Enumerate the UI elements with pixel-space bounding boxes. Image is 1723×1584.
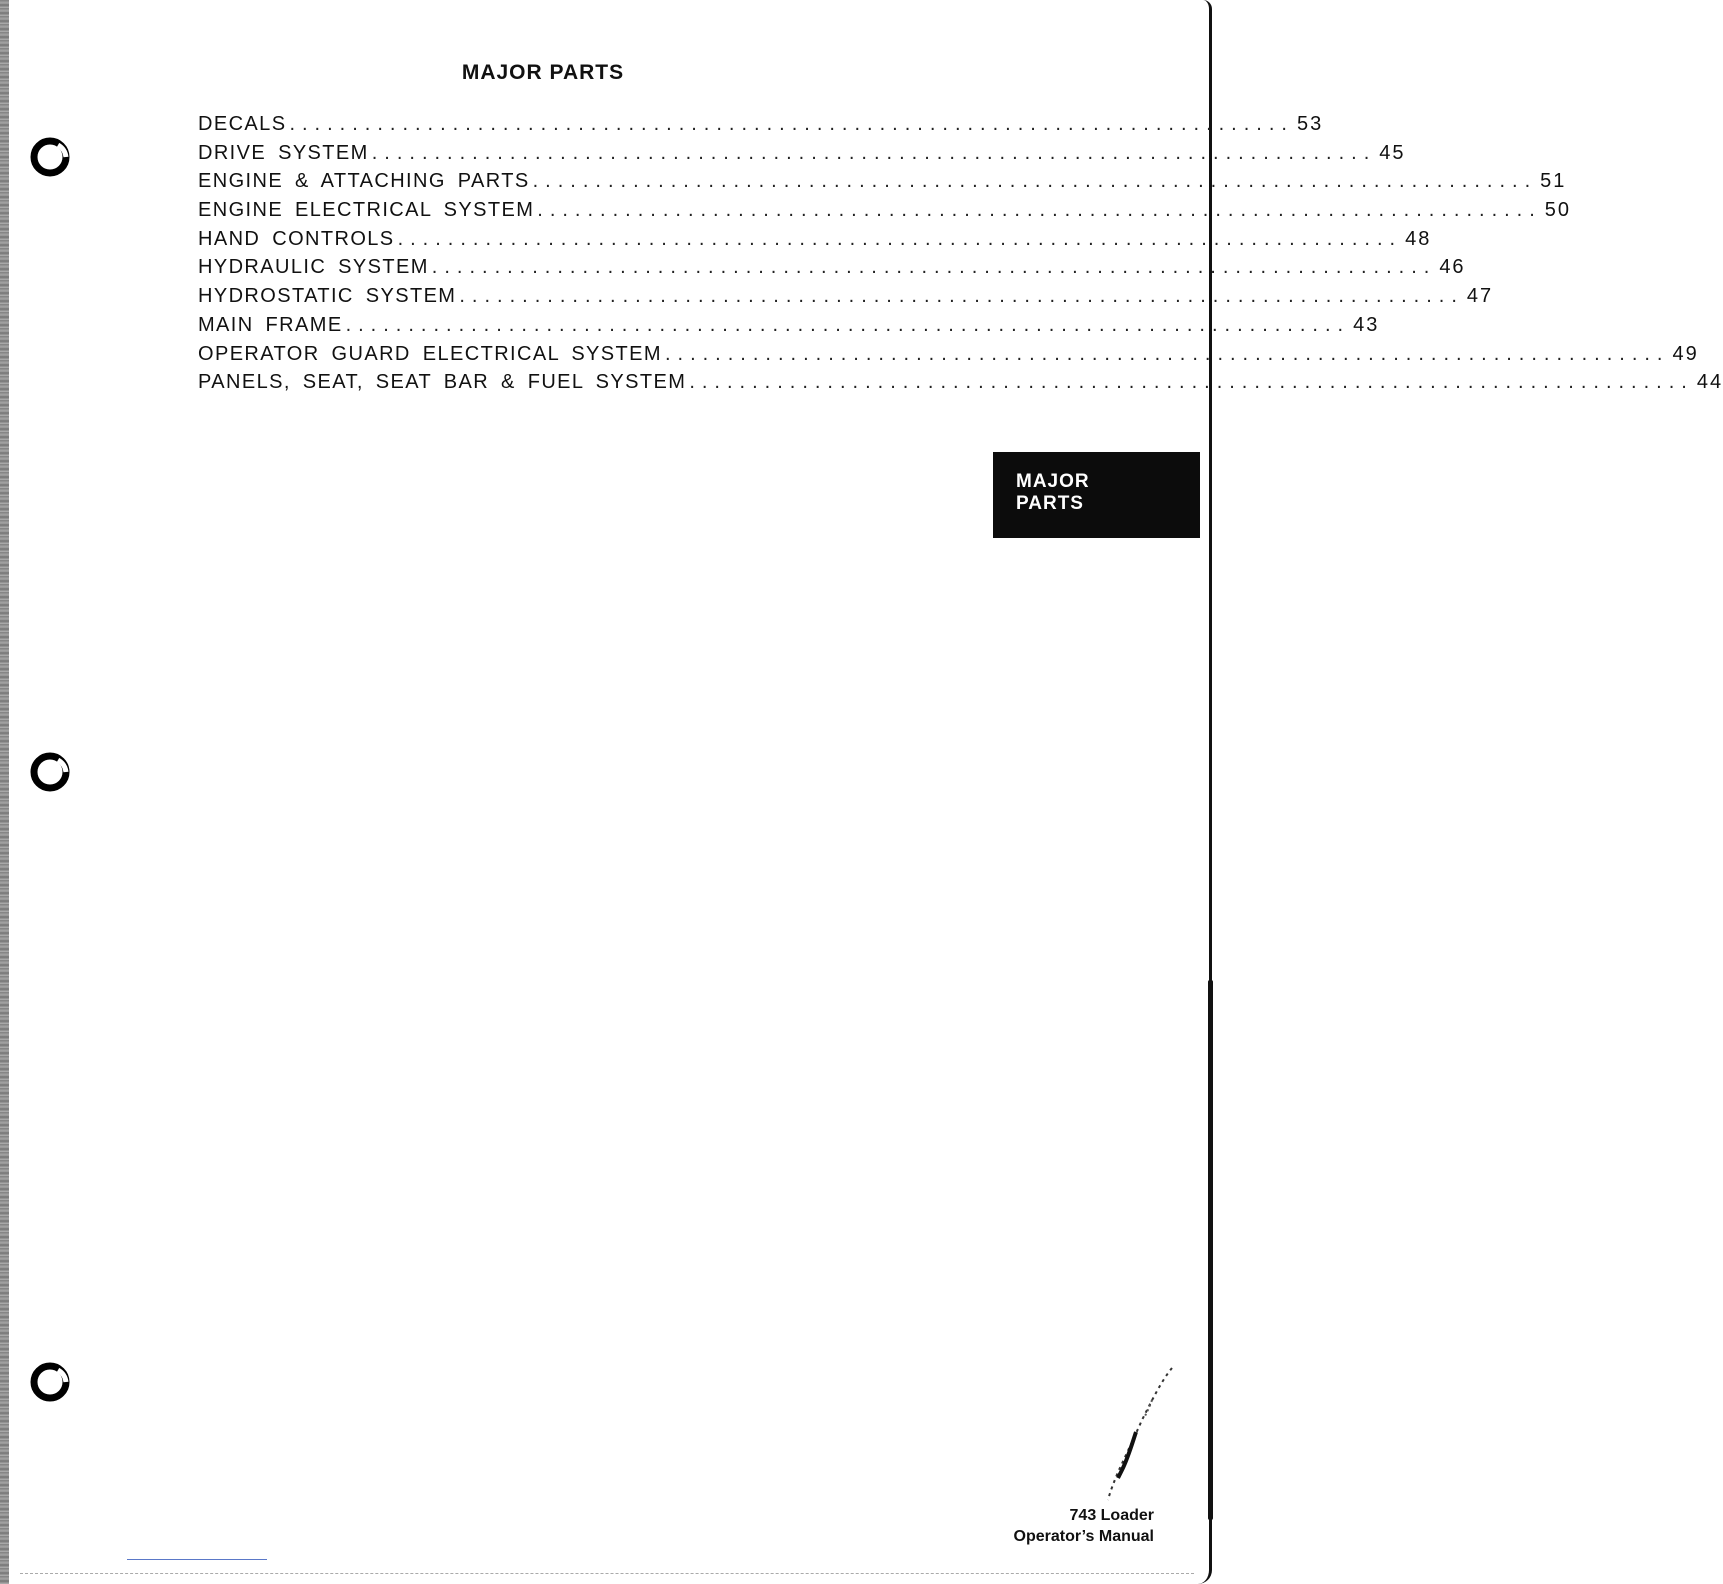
toc-row[interactable] xyxy=(198,199,1572,228)
manual-footer xyxy=(1014,1505,1154,1547)
toc-row[interactable] xyxy=(198,285,1494,314)
pen-mark-icon xyxy=(1092,1360,1182,1510)
toc-page-number: 45 xyxy=(1379,141,1406,164)
section-tab[interactable] xyxy=(993,452,1200,538)
scan-artifact-line xyxy=(127,1559,267,1560)
toc-page-number: 44 xyxy=(1696,371,1723,394)
binder-hole-icon xyxy=(28,750,72,794)
table-of-contents xyxy=(198,113,1723,400)
dot-leader: ................................................................................ xyxy=(345,313,1351,336)
toc-label: MAIN FRAME xyxy=(198,313,343,336)
toc-label: ENGINE ELECTRICAL SYSTEM xyxy=(198,199,535,222)
dot-leader: ................................................................................ xyxy=(459,285,1464,308)
dot-leader: ................................................................................ xyxy=(532,170,1538,193)
toc-row[interactable] xyxy=(198,170,1567,199)
dot-leader: ................................................................................ xyxy=(371,141,1377,164)
toc-page-number: 49 xyxy=(1672,342,1699,365)
toc-label: DRIVE SYSTEM xyxy=(198,141,369,164)
toc-page-number: 48 xyxy=(1405,227,1432,250)
page-bottom-edge xyxy=(20,1573,1194,1574)
toc-row[interactable] xyxy=(198,256,1466,285)
toc-label: HAND CONTROLS xyxy=(198,227,395,250)
toc-page-number: 50 xyxy=(1544,199,1572,222)
manual-name: Operator’s Manual xyxy=(1013,1528,1154,1545)
toc-label: HYDROSTATIC SYSTEM xyxy=(198,285,457,308)
toc-label: OPERATOR GUARD ELECTRICAL SYSTEM xyxy=(198,342,662,365)
dot-leader: ................................................................................ xyxy=(289,113,1294,135)
toc-label: HYDRAULIC SYSTEM xyxy=(198,256,429,279)
model-name: 743 Loader xyxy=(1069,1507,1154,1524)
toc-label: ENGINE & ATTACHING PARTS xyxy=(198,170,530,193)
toc-page-number: 46 xyxy=(1439,256,1466,279)
toc-page-number: 43 xyxy=(1353,313,1380,336)
toc-label: PANELS, SEAT, SEAT BAR & FUEL SYSTEM xyxy=(198,371,687,394)
toc-row[interactable] xyxy=(198,141,1406,171)
toc-row[interactable] xyxy=(198,113,1324,142)
toc-row[interactable] xyxy=(198,342,1699,372)
section-tab-line: PARTS xyxy=(1016,493,1084,514)
page-title: MAJOR PARTS xyxy=(461,61,625,84)
binder-hole-icon xyxy=(28,1360,72,1404)
dot-leader: ................................................................................ xyxy=(537,199,1542,222)
toc-row[interactable] xyxy=(198,313,1380,343)
section-tab-line: MAJOR xyxy=(1016,471,1090,492)
dot-leader: ................................................................................ xyxy=(664,342,1670,365)
toc-page-number: 53 xyxy=(1296,113,1324,135)
toc-row[interactable] xyxy=(198,227,1432,257)
dot-leader: ................................................................................ xyxy=(689,371,1694,394)
toc-page-number: 47 xyxy=(1466,285,1494,308)
toc-label: DECALS xyxy=(198,113,287,135)
toc-page-number: 51 xyxy=(1540,170,1567,193)
dot-leader: ................................................................................ xyxy=(397,227,1403,250)
dot-leader: ................................................................................ xyxy=(431,256,1437,279)
binder-hole-icon xyxy=(28,135,72,179)
toc-row[interactable] xyxy=(198,371,1723,400)
page-left-edge xyxy=(0,0,9,1584)
